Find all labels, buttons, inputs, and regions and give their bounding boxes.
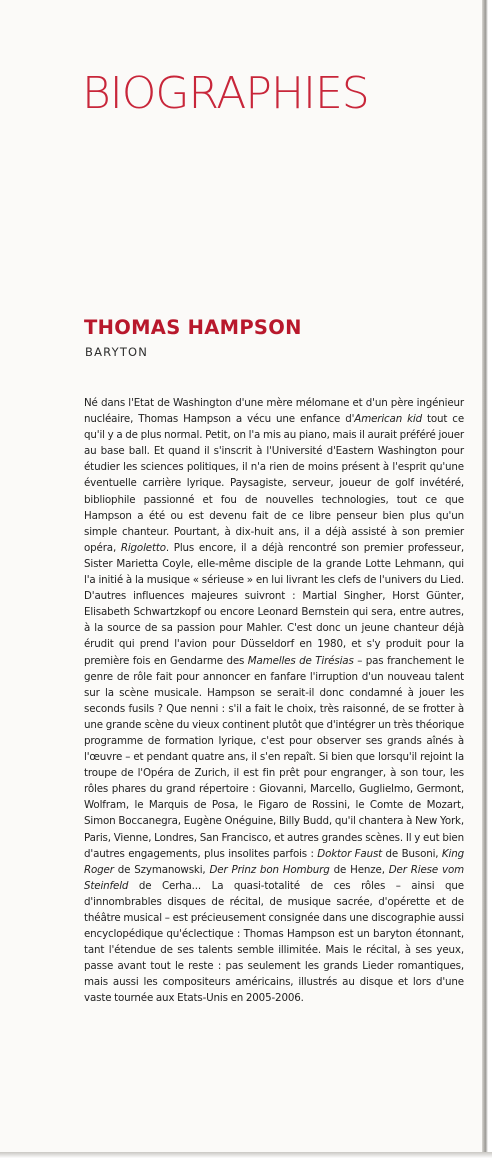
- bio-text-segment: . Plus encore, il a déjà rencontré son premier professeur, Sister Marietta Coyle, elle-même disciple de la grande Lotte Lehmann, qui l'a initié à la musique « sérieuse » en lui livrant les clefs de l'univers du Lied. D'autres influences majeures suivront : Martial Singher, Horst Günter, Elisabeth Schwartzkopf ou encore Leonard Bernstein qui sera, entre autres, à la source de sa passion pour Mahler. C'est donc un jeune chanteur déjà érudit qui prend l'avion pour Düsseldorf en 1980, et s'y produit pour la première fois en Gendarme des: [84, 541, 464, 667]
- artist-name: THOMAS HAMPSON: [84, 316, 302, 339]
- page-bottom-edge: [0, 1152, 492, 1161]
- bio-text-segment: – pas franchement le genre de rôle fait pour annoncer en fanfare l'irruption d'un nouveau talent sur la scène musicale. Hampson se serait-il donc condamné à jouer les seconds fusils ? Que nenni : s'il a fait le choix, très raisonné, de se frotter à une grande scène du vieux continent plutôt que d'intégrer un très théorique programme de formation lyrique, c'est pour observer ses grands aînés à l'œuvre – et pendant quatre ans, il s'en repaît. Si bien que lorsqu'il rejoint la troupe de l'Opéra de Zurich, il est fin prêt pour engranger, à son tour, les rôles phares du grand répertoire : Giovanni, Marcello, Guglielmo, Germont, Wolfram, le Marquis de Posa, le Figaro de Rossini, le Comte de Mozart, Simon Boccanegra, Eugène Onéguine, Billy Budd, qu'il chantera à New York, Paris, Vienne, Londres, San Francisco, et autres grandes scènes. Il y eut bien d'autres engagements, plus insolites parfois :: [84, 654, 465, 860]
- bio-italic-title: Mamelles de Tirésias: [247, 654, 354, 667]
- bio-text-segment: tout ce qu'il y a de plus normal. Petit, on l'a mis au piano, mais il aurait préféré jouer au base ball. Et quand il s'inscrit à l'Université d'Eastern Washington pour étudier les sciences politiques, il n'a rien de moins présent à l'esprit qu'une éventuelle carrière lyrique. Paysagiste, serveur, joueur de golf invétéré, bibliophile passionné et fou de nouvelles technologies, tout ce que Hampson a été ou est devenu fait de ce libre penseur bien plus qu'un simple chanteur. Pourtant, à dix-huit ans, il a déjà assisté à son premier opéra,: [84, 413, 465, 554]
- bio-italic-title: Der Prinz bon Homburg: [209, 863, 330, 876]
- bio-text-segment: Né dans l'Etat de Washington d'une mère mélomane et d'un père ingénieur nucléaire, Thomas Hampson a vécu une enfance d': [84, 397, 464, 426]
- bio-italic-title: Der Riese vom Steinfeld: [84, 863, 464, 892]
- biography-text: [84, 395, 464, 1007]
- page-title: BIOGRAPHIES: [82, 68, 369, 119]
- bio-italic-title: King Roger: [84, 847, 464, 876]
- bio-italic-title: American kid: [354, 413, 423, 426]
- bio-italic-title: Rigoletto: [120, 541, 166, 554]
- page-edge-shadow: [482, 0, 492, 1161]
- bio-text-segment: de Henze,: [329, 863, 389, 876]
- artist-voice-type: BARYTON: [85, 345, 149, 359]
- bio-text-segment: de Busoni,: [382, 847, 442, 860]
- bio-italic-title: Doktor Faust: [317, 847, 383, 860]
- bio-text-segment: de Cerha... La quasi-totalité de ces rôles – ainsi que d'innombrables disques de récital, de musique sacrée, d'opérette et de théâtre musical – est précieusement consignée dans une discographie aussi encyclopédique qu'éclectique : Thomas Hampson est un baryton étonnant, tant l'étendue de ses talents semble illimitée. Mais le récital, à ses yeux, passe avant tout le reste : pas seulement les grands Lieder romantiques, mais aussi les compositeurs américains, illustrés au disque et lors d'une vaste tournée aux Etats-Unis en 2005-2006.: [84, 879, 464, 1005]
- bio-text-segment: de Szymanowski,: [113, 863, 210, 876]
